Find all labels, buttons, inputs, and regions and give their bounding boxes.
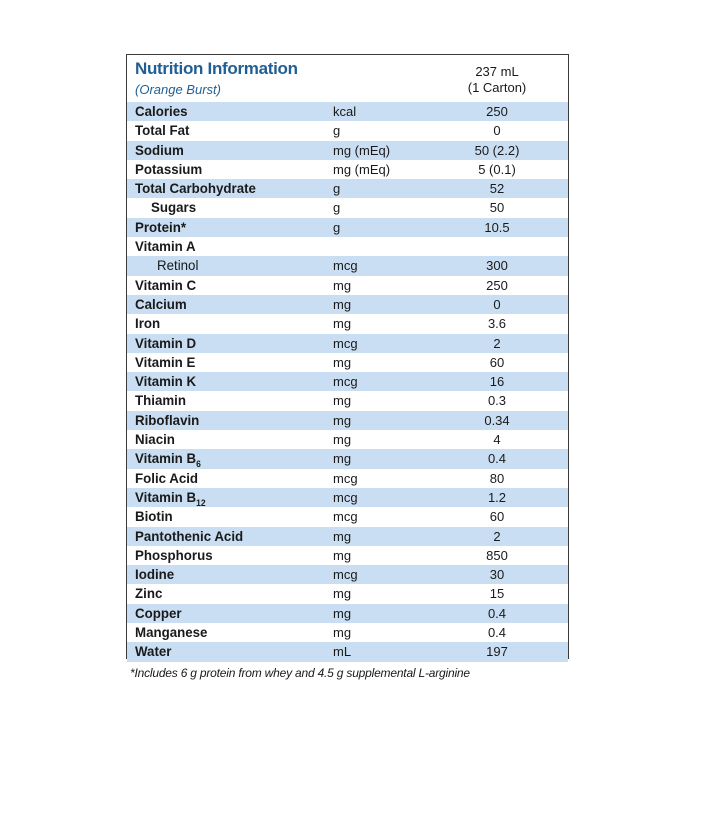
nutrient-name [135, 334, 196, 353]
nutrient-unit: mcg [333, 335, 358, 351]
nutrient-name [135, 430, 175, 449]
nutrient-unit: mg [333, 412, 352, 428]
nutrient-value: 50 (2.2) [474, 142, 520, 158]
nutrient-name [135, 314, 160, 333]
table-row [127, 507, 568, 526]
nutrient-table [127, 102, 568, 662]
nutrient-name [135, 237, 196, 256]
nutrient-value: 0.34 [484, 412, 510, 428]
nutrient-value: 2 [493, 335, 501, 351]
nutrient-name-text: Vitamin D [135, 334, 197, 351]
nutrient-name-text: Total Carbohydrate [135, 180, 256, 197]
nutrient-name [135, 584, 162, 603]
nutrient-unit: g [333, 219, 341, 235]
nutrient-unit: mg [333, 316, 352, 332]
nutrient-name-text: Protein* [135, 218, 187, 235]
table-row [127, 488, 568, 507]
nutrient-name [135, 121, 189, 140]
nutrient-name-text: Sugars [151, 199, 197, 216]
nutrient-name-text: Total Fat [135, 122, 190, 139]
nutrient-name [135, 642, 171, 661]
nutrient-name-text: Vitamin B [135, 488, 197, 505]
table-row [127, 160, 568, 179]
nutrient-name-text: Potassium [135, 160, 203, 177]
nutrient-name-text: Vitamin A [135, 238, 196, 255]
table-row [127, 198, 568, 217]
nutrient-unit: mg [333, 451, 352, 467]
nutrient-name-text: Thiamin [135, 392, 186, 409]
nutrient-name [135, 565, 174, 584]
nutrient-name [135, 507, 173, 526]
table-row [127, 353, 568, 372]
table-row [127, 256, 568, 275]
nutrient-name [135, 527, 243, 546]
nutrient-name-text: Zinc [135, 585, 163, 602]
nutrient-value: 1.2 [487, 489, 507, 505]
nutrient-value: 60 [489, 354, 505, 370]
nutrient-name-text: Vitamin B [135, 450, 197, 467]
table-row [127, 295, 568, 314]
table-row [127, 141, 568, 160]
nutrient-unit: mg (mEq) [333, 161, 391, 177]
nutrient-unit: mg [333, 547, 352, 563]
table-row [127, 372, 568, 391]
nutrient-value: 30 [489, 567, 505, 583]
nutrient-unit: mcg [333, 567, 358, 583]
nutrient-name [135, 623, 207, 642]
nutrient-value: 50 [489, 200, 505, 216]
nutrient-name-text: Calcium [135, 295, 187, 312]
nutrient-value: 0.4 [487, 605, 507, 621]
nutrient-unit: mcg [333, 374, 358, 390]
nutrient-name [135, 469, 198, 488]
nutrient-name-text: Pantothenic Acid [135, 527, 244, 544]
nutrient-name [135, 218, 186, 237]
nutrient-name-text: Biotin [135, 508, 173, 525]
nutrient-value: 52 [489, 181, 505, 197]
nutrient-name [135, 295, 187, 314]
nutrient-value: 60 [489, 509, 505, 525]
table-row [127, 604, 568, 623]
nutrient-value: 0.4 [487, 625, 507, 641]
nutrient-value: 80 [489, 470, 505, 486]
nutrient-unit: mcg [333, 258, 358, 274]
serving-size: 237 mL [475, 64, 519, 79]
nutrient-unit: mcg [333, 489, 358, 505]
nutrient-unit: mg [333, 605, 352, 621]
nutrient-value: 197 [486, 644, 508, 660]
nutrient-name-text: Vitamin K [135, 373, 197, 390]
nutrient-unit: mL [333, 644, 352, 660]
nutrient-value: 250 [486, 104, 508, 119]
nutrient-value: 0.3 [487, 393, 507, 409]
nutrient-value: 850 [486, 547, 508, 563]
table-row [127, 218, 568, 237]
table-row [127, 449, 568, 468]
nutrient-name-text: Copper [135, 604, 182, 621]
nutrient-name [135, 179, 256, 198]
nutrient-value: 3.6 [487, 316, 507, 332]
nutrient-name-text: Water [135, 643, 172, 660]
nutrient-name [135, 604, 182, 623]
nutrient-unit: mg [333, 354, 352, 370]
table-row [127, 391, 568, 410]
nutrient-value: 0.4 [487, 451, 507, 467]
table-row [127, 334, 568, 353]
nutrient-unit: kcal [333, 104, 357, 119]
nutrient-name [135, 353, 195, 372]
nutrient-name [135, 391, 186, 410]
nutrient-name [135, 372, 196, 391]
nutrient-unit: mg [333, 586, 352, 602]
nutrient-name-text: Retinol [157, 257, 199, 274]
nutrient-value: 4 [493, 432, 501, 448]
nutrient-value: 10.5 [484, 219, 510, 235]
nutrient-unit: g [333, 200, 341, 216]
nutrient-value: 300 [486, 258, 508, 274]
panel-subtitle: (Orange Burst) [135, 82, 221, 97]
nutrient-name-text: Iodine [135, 566, 175, 583]
nutrient-value: 16 [489, 374, 505, 390]
nutrient-unit: g [333, 181, 341, 197]
nutrient-name-text: Niacin [135, 431, 175, 448]
nutrient-name [135, 102, 187, 121]
table-row [127, 565, 568, 584]
table-row [127, 469, 568, 488]
nutrient-name-text: Phosphorus [135, 546, 213, 563]
table-row [127, 623, 568, 642]
nutrient-name [135, 546, 213, 565]
nutrient-name-text: Folic Acid [135, 469, 199, 486]
nutrient-unit: mg [333, 432, 352, 448]
nutrition-panel [126, 54, 569, 659]
table-row [127, 546, 568, 565]
table-row [127, 411, 568, 430]
nutrient-name-text: Sodium [135, 141, 184, 158]
nutrient-name-text: Vitamin E [135, 353, 196, 370]
nutrient-unit: g [333, 123, 341, 139]
nutrient-name [135, 141, 184, 160]
nutrient-value: 0 [493, 123, 501, 139]
serving-unit: (1 Carton) [467, 80, 527, 95]
nutrient-subscript: 6 [196, 459, 201, 470]
nutrient-name-text: Manganese [135, 624, 208, 641]
table-row [127, 121, 568, 140]
table-row [127, 642, 568, 661]
nutrient-unit: mg [333, 528, 352, 544]
nutrient-name [151, 198, 196, 217]
nutrient-unit: mg [333, 625, 352, 641]
nutrient-name [135, 411, 199, 430]
nutrient-unit: mg [333, 296, 352, 312]
table-row [127, 179, 568, 198]
nutrient-value: 15 [489, 586, 505, 602]
footnote: *Includes 6 g protein from whey and 4.5 g supplemental L-arginine [130, 666, 470, 680]
nutrient-unit: mcg [333, 509, 358, 525]
nutrient-unit: mg [333, 277, 352, 293]
serving-column-header [457, 64, 537, 96]
table-row [127, 527, 568, 546]
nutrient-unit: mcg [333, 470, 358, 486]
nutrient-name-text: Riboflavin [135, 411, 200, 428]
table-row [127, 102, 568, 121]
nutrient-unit: mg [333, 393, 352, 409]
nutrient-name-text: Calories [135, 103, 188, 119]
nutrient-subscript: 12 [196, 497, 206, 508]
nutrient-name [157, 256, 198, 275]
nutrient-name [135, 160, 202, 179]
table-row [127, 237, 568, 256]
nutrient-value: 2 [493, 528, 501, 544]
nutrient-name [135, 276, 196, 295]
nutrient-value: 5 (0.1) [478, 161, 516, 177]
panel-header [127, 55, 568, 102]
nutrient-value: 0 [493, 296, 501, 312]
table-row [127, 276, 568, 295]
nutrient-value: 250 [486, 277, 508, 293]
table-row [127, 314, 568, 333]
panel-title: Nutrition Information [135, 59, 298, 78]
table-row [127, 430, 568, 449]
nutrient-name-text: Vitamin C [135, 276, 197, 293]
nutrient-unit: mg (mEq) [333, 142, 391, 158]
nutrient-name-text: Iron [135, 315, 161, 332]
table-row [127, 584, 568, 603]
